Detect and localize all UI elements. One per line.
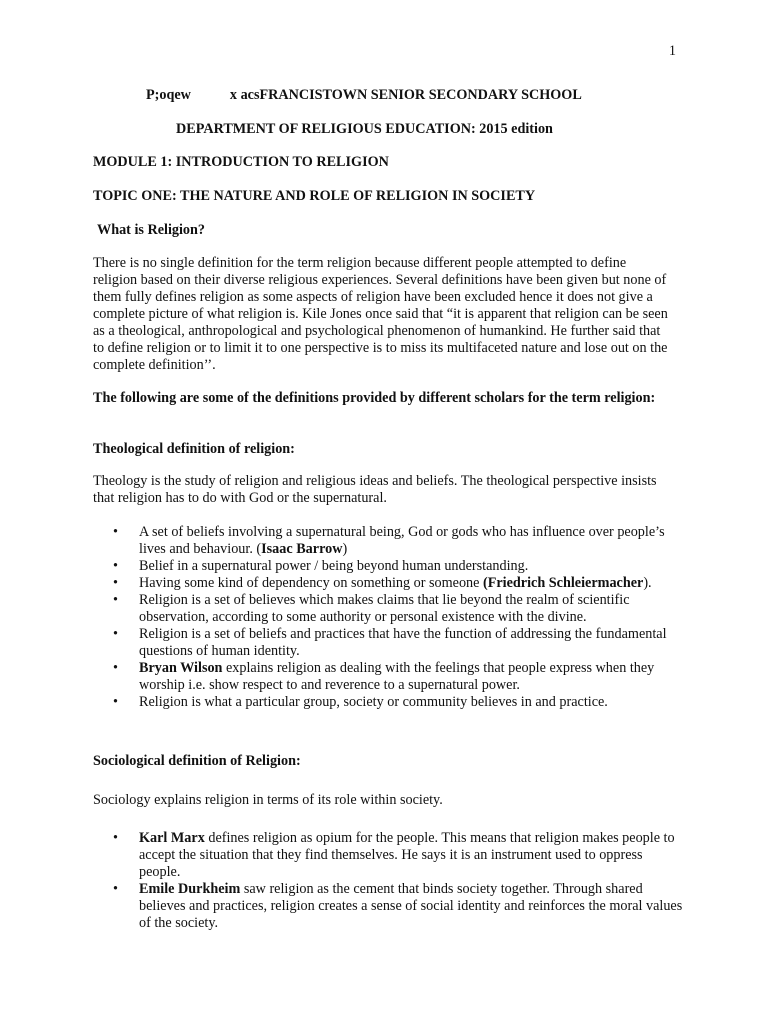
bullet-icon: • (113, 575, 118, 591)
list-item-text: Religion is what a particular group, society or community believes in and practice. (139, 694, 608, 710)
list-item (93, 660, 683, 694)
list-item-text: Belief in a supernatural power / being beyond human understanding. (139, 558, 529, 574)
bullet-icon: • (113, 524, 118, 540)
theological-text: Theology is the study of religion and religious ideas and beliefs. The theological perspective insists that religion has to do with God or the supernatural. (93, 473, 657, 506)
list-item (93, 694, 683, 711)
list-item-text: saw religion as the cement that binds society together. Through shared believes and practices, religion creates a sense of social identity and reinforces the moral values of the society. (139, 881, 683, 931)
list-item-text: defines religion as opium for the people. This means that religion makes people to accept the situation that they find themselves. He says it is an instrument used to oppress people. (139, 830, 675, 880)
list-item-text: Religion is a set of believes which makes claims that lie beyond the realm of scientific observation, according to some authority or personal existence with the divine. (139, 592, 630, 625)
bullet-icon: • (113, 830, 118, 846)
list-item (93, 830, 683, 881)
bullet-icon: • (113, 592, 118, 608)
scholar-name: Isaac Barrow (261, 541, 343, 557)
list-item-text: A set of beliefs involving a supernatural being, God or gods who has influence over people’s lives and behaviour. ( (139, 524, 665, 557)
list-item-text: ) (342, 541, 348, 557)
list-item (93, 575, 683, 592)
page-number: 1 (668, 43, 676, 59)
scholar-name: Emile Durkheim (139, 881, 241, 897)
list-item (93, 524, 683, 558)
list-item-text: explains religion as dealing with the feelings that people express when they worship i.e. show respect to and reverence to a supernatural power. (139, 660, 655, 693)
module-title: MODULE 1: INTRODUCTION TO RELIGION (93, 154, 389, 170)
department-title: DEPARTMENT OF RELIGIOUS EDUCATION: 2015 edition (176, 121, 553, 137)
list-item-text: Religion is a set of beliefs and practices that have the function of addressing the fundamental questions of human identity. (139, 626, 667, 659)
bullet-icon: • (113, 660, 118, 676)
list-item (93, 592, 683, 626)
list-item (93, 558, 683, 575)
scholar-name: Karl Marx (139, 830, 205, 846)
theological-definitions-list (93, 524, 683, 711)
section-question: What is Religion? (97, 222, 205, 238)
scholar-name: (Friedrich Schleiermacher (482, 575, 644, 591)
intro-paragraph: There is no single definition for the term religion because different people attempted to define religion based on their diverse religious experiences. Several definitions have been given but none of them fully defines religion as some aspects of religion have been excluded hence it does not give a complete picture of what religion is. Kile Jones once said that “it is apparent that religion can be seen as a theological, anthropological and psychological phenomenon of humankind. He further said that to define religion or to limit it to one perspective is to miss its multifaceted nature and lose out on the complete definition’’. (93, 255, 668, 373)
list-item-text: ). (643, 575, 652, 591)
bullet-icon: • (113, 881, 118, 897)
sociological-heading: Sociological definition of Religion: (93, 753, 301, 769)
theological-heading: Theological definition of religion: (93, 441, 295, 457)
bullet-icon: • (113, 558, 118, 574)
definitions-lead: The following are some of the definitions provided by different scholars for the term religion: (93, 390, 656, 406)
list-item-text: Having some kind of dependency on something or someone (139, 575, 483, 591)
school-title: P;oqew x acsFRANCISTOWN SENIOR SECONDARY SCHOOL (146, 87, 582, 103)
scholar-name: Bryan Wilson (139, 660, 223, 676)
sociological-definitions-list (93, 830, 683, 932)
sociological-text: Sociology explains religion in terms of its role within society. (93, 792, 443, 808)
bullet-icon: • (113, 626, 118, 642)
topic-title: TOPIC ONE: THE NATURE AND ROLE OF RELIGION IN SOCIETY (93, 188, 536, 204)
bullet-icon: • (113, 694, 118, 710)
list-item (93, 881, 683, 932)
list-item (93, 626, 683, 660)
